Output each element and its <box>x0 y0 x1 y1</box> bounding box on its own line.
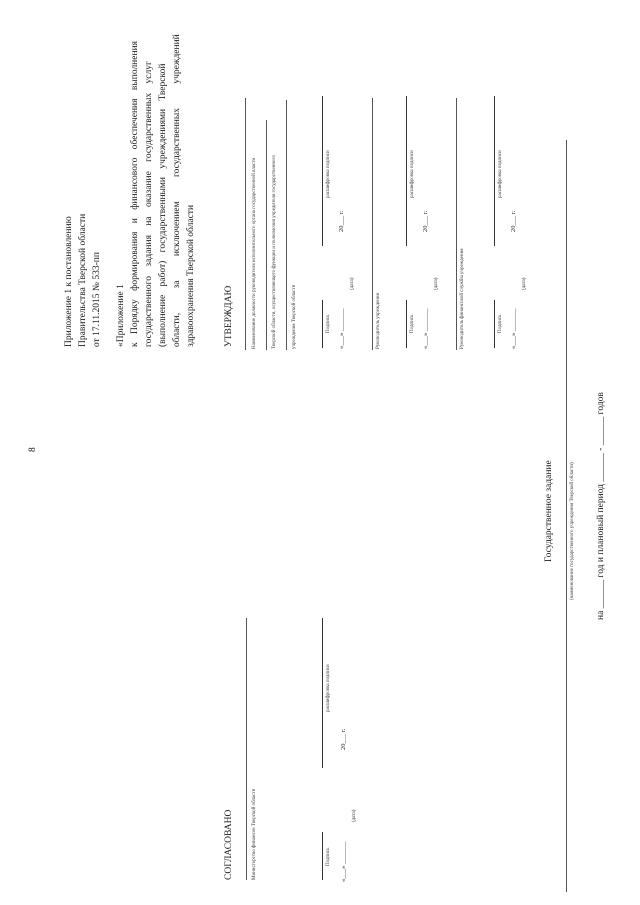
approve-official-caption3: учреждения Тверской области <box>292 284 297 349</box>
agreed-decoding-line <box>322 618 323 768</box>
sign1-decoding-line <box>322 96 323 246</box>
appendix-header-line1: Приложение 1 к постановлению <box>64 216 74 347</box>
sign1-decoding-label: расшифровка подписи <box>326 150 331 198</box>
appendix-sub-line2: к Порядку формирования и финансового обеспечения выполнения <box>130 40 140 347</box>
sign3-decoding-label: расшифровка подписи <box>498 150 503 198</box>
approve-heading: УТВЕРЖДАЮ <box>224 285 234 347</box>
institution-caption: (наименование государственного учреждения Тверской области) <box>570 462 575 600</box>
agreed-year: 20___ г. <box>340 728 347 750</box>
sign3-decoding-line <box>494 96 495 246</box>
page-number: 8 <box>28 447 38 452</box>
approve-official-line2 <box>266 120 267 350</box>
agreed-ministry-caption: Министерство финансов Тверской области <box>252 788 257 880</box>
finance-line <box>456 98 457 350</box>
sign3-signature-line <box>494 300 495 348</box>
sign3-signature-label: Подпись <box>498 314 503 333</box>
sign2-decoding-line <box>406 96 407 246</box>
sign1-date-prefix: «___» _______ <box>338 308 345 349</box>
sign2-date-prefix: «___» _______ <box>422 308 429 349</box>
sign3-date-caption: (дата) <box>522 277 527 290</box>
appendix-sub-line1: «Приложение 1 <box>116 284 126 347</box>
sign2-decoding-label: расшифровка подписи <box>410 150 415 198</box>
appendix-sub-line5: области, за исключением государственных учреждений <box>172 34 182 347</box>
finance-caption: Руководитель финансовой службы учреждения <box>460 248 465 349</box>
appendix-header-line2: Правительства Тверской области <box>78 213 88 347</box>
appendix-sub-line6: здравоохранения Тверской области <box>186 204 196 347</box>
appendix-sub-line3: государственного задания на оказание государственных услуг <box>144 61 154 347</box>
approve-official-caption2: Тверской области, осуществляющего функции и полномочия учредителя государственного <box>272 155 277 349</box>
sign2-date-caption: (дата) <box>434 277 439 290</box>
appendix-sub-line4: (выполнение работ) государственными учреждениями Тверской <box>158 63 168 347</box>
sign2-signature-line <box>406 300 407 348</box>
head-caption: Руководитель учреждения <box>376 293 381 349</box>
agreed-decoding-label: расшифровка подписи <box>326 664 331 712</box>
agreed-heading: СОГЛАСОВАНО <box>224 809 234 880</box>
approve-official-line3 <box>286 100 287 350</box>
sign1-date-caption: (дата) <box>350 277 355 290</box>
sign1-signature-line <box>322 300 323 348</box>
sign1-signature-label: Подпись <box>326 314 331 333</box>
institution-line <box>566 140 567 892</box>
agreed-signature-label: Подпись <box>326 847 331 866</box>
sign2-signature-label: Подпись <box>410 314 415 333</box>
sign3-year: 20___ г. <box>510 210 517 232</box>
period-line: на ______ год и плановый период ______ - ______ годов <box>596 392 606 620</box>
agreed-signature-line <box>322 832 323 880</box>
head-line <box>372 98 373 350</box>
sign3-date-prefix: «___» _______ <box>510 308 517 349</box>
agreed-date-caption: (дата) <box>352 809 357 822</box>
agreed-ministry-line <box>246 618 247 880</box>
sign2-year: 20___ г. <box>422 210 429 232</box>
approve-official-line <box>245 98 246 350</box>
document-title: Государственное задание <box>544 460 554 562</box>
appendix-header-line3: от 17.11.2015 № 533-пп <box>92 252 102 347</box>
sign1-year: 20___ г. <box>338 210 345 232</box>
agreed-date-prefix: «___» _______ <box>340 841 347 882</box>
approve-official-caption: Наименование должности руководителя исполнительного органа государственной власти <box>252 157 257 349</box>
